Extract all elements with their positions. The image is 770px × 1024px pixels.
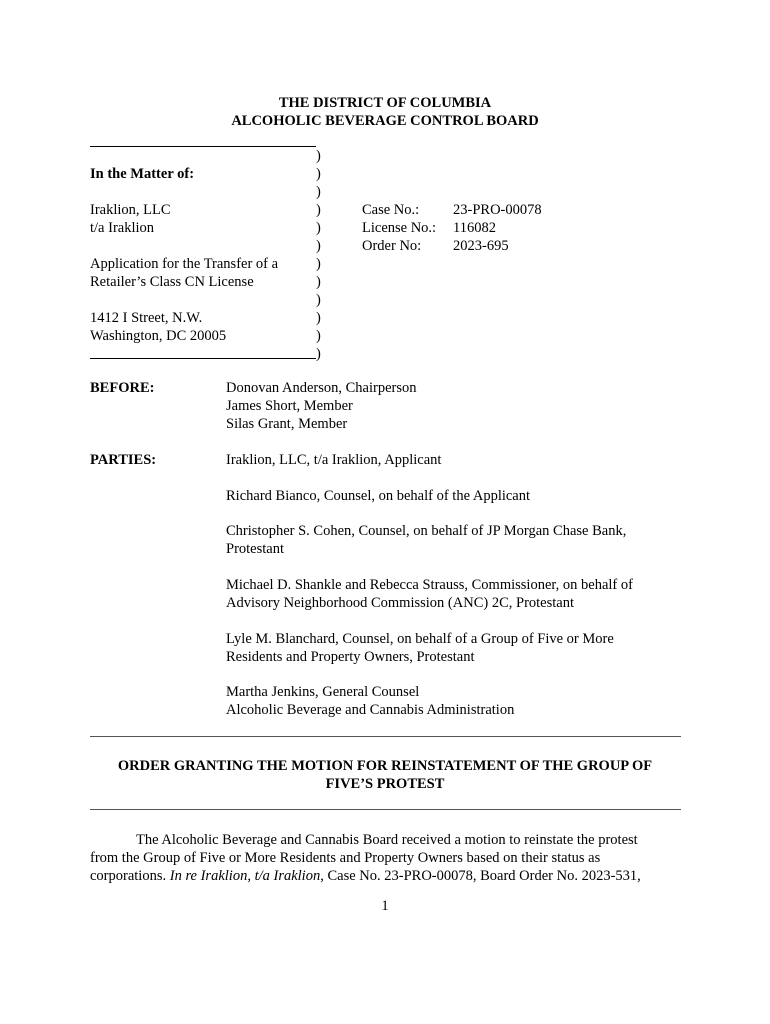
title-bottom-rule (90, 809, 681, 810)
page-number: 1 (381, 898, 389, 914)
party-general-counsel: Martha Jenkins, General Counsel (226, 684, 420, 700)
party-protestant-bank: Christopher S. Cohen, Counsel, on behalf of JP Morgan Chase Bank, (226, 523, 627, 539)
case-number-value: 23-PRO-00078 (453, 202, 542, 218)
license-number-label: License No.: (362, 220, 437, 236)
caption-paren: ) (316, 256, 321, 272)
body-line-1: The Alcoholic Beverage and Cannabis Board received a motion to reinstate the protest (136, 832, 638, 848)
address-line-2: Washington, DC 20005 (90, 328, 227, 344)
header-line-2: ALCOHOLIC BEVERAGE CONTROL BOARD (231, 113, 539, 129)
party-protestant-group-role: Residents and Property Owners, Protestant (226, 649, 475, 665)
order-number-value: 2023-695 (453, 238, 509, 254)
party-protestant-anc: Michael D. Shankle and Rebecca Strauss, Commissioner, on behalf of (226, 577, 633, 593)
caption-paren: ) (316, 220, 321, 236)
party-applicant: Iraklion, LLC, t/a Iraklion, Applicant (226, 452, 442, 468)
case-number-label: Case No.: (362, 202, 420, 218)
entity-trade-name: t/a Iraklion (90, 220, 155, 236)
caption-paren: ) (316, 292, 321, 308)
order-title-line-1: ORDER GRANTING THE MOTION FOR REINSTATEMENT OF THE GROUP OF (117, 758, 653, 774)
before-label: BEFORE: (90, 380, 155, 396)
title-top-rule (90, 736, 681, 737)
party-agency: Alcoholic Beverage and Cannabis Administration (226, 702, 515, 718)
board-member: Donovan Anderson, Chairperson (226, 380, 417, 396)
body-line-3 (90, 867, 641, 885)
caption-paren: ) (316, 346, 321, 362)
order-title-line-2: FIVE’S PROTEST (325, 776, 445, 792)
board-member: James Short, Member (226, 398, 353, 414)
body-line-2: from the Group of Five or More Residents and Property Owners based on their status as (90, 850, 601, 866)
party-protestant-bank-role: Protestant (226, 541, 284, 557)
party-protestant-group: Lyle M. Blanchard, Counsel, on behalf of a Group of Five or More (226, 631, 614, 647)
header-line-1: THE DISTRICT OF COLUMBIA (278, 95, 492, 111)
case-citation: In re Iraklion, t/a Iraklion (169, 868, 321, 884)
caption-paren: ) (316, 202, 321, 218)
caption-paren: ) (316, 148, 321, 164)
caption-paren: ) (316, 310, 321, 326)
party-applicant-counsel: Richard Bianco, Counsel, on behalf of the Applicant (226, 488, 531, 504)
body-text: corporations. (90, 868, 170, 884)
address-line-1: 1412 I Street, N.W. (90, 310, 203, 326)
caption-paren: ) (316, 238, 321, 254)
board-member: Silas Grant, Member (226, 416, 348, 432)
caption-bottom-rule (90, 358, 316, 359)
body-text: , Case No. 23-PRO-00078, Board Order No. 2023-531, (320, 868, 641, 884)
caption-paren: ) (316, 166, 321, 182)
matter-label: In the Matter of: (90, 166, 195, 182)
party-protestant-anc-role: Advisory Neighborhood Commission (ANC) 2C, Protestant (226, 595, 574, 611)
caption-paren: ) (316, 184, 321, 200)
caption-top-rule (90, 146, 316, 147)
caption-paren: ) (316, 328, 321, 344)
entity-name: Iraklion, LLC (90, 202, 171, 218)
parties-label: PARTIES: (90, 452, 157, 468)
application-line-2: Retailer’s Class CN License (90, 274, 254, 290)
license-number-value: 116082 (453, 220, 496, 236)
order-number-label: Order No: (362, 238, 422, 254)
application-line-1: Application for the Transfer of a (90, 256, 279, 272)
caption-paren: ) (316, 274, 321, 290)
